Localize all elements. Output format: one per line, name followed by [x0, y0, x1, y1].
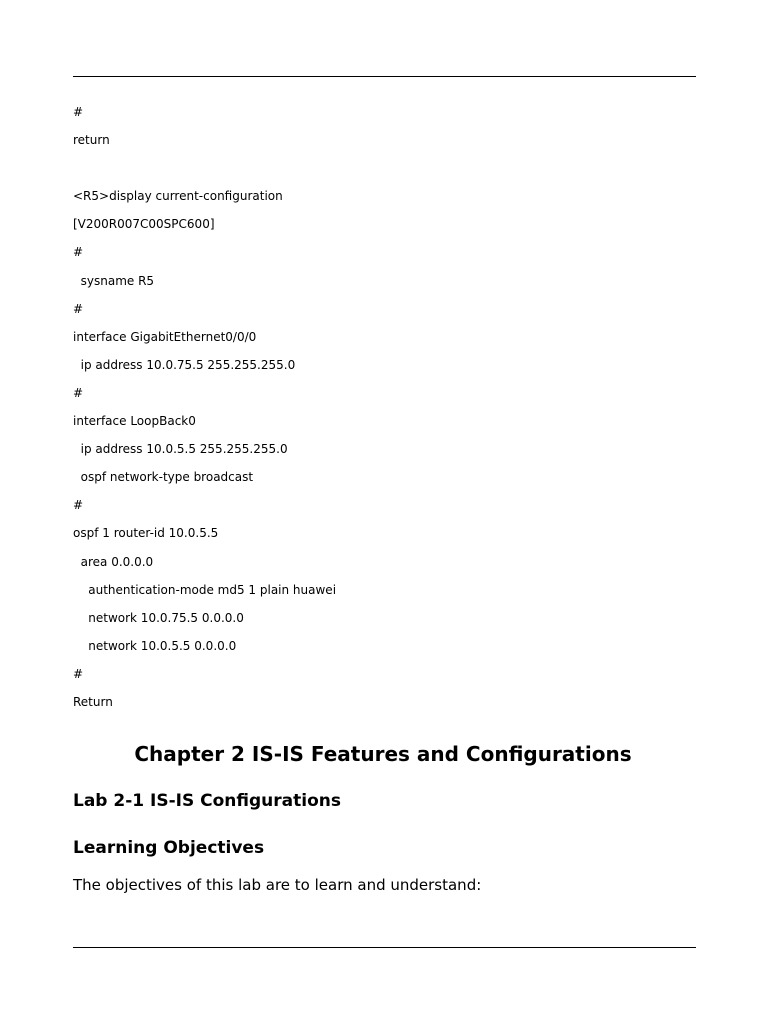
- config-line: #: [73, 666, 84, 681]
- config-line: #: [73, 245, 84, 260]
- config-line: network 10.0.5.5 0.0.0.0: [73, 638, 237, 653]
- config-line: network 10.0.75.5 0.0.0.0: [73, 610, 244, 625]
- header-rule: [73, 76, 696, 77]
- config-line: ospf network-type broadcast: [73, 470, 254, 485]
- config-line: ip address 10.0.5.5 255.255.255.0: [73, 442, 288, 457]
- config-line: [V200R007C00SPC600]: [73, 217, 215, 232]
- config-line: ospf 1 router-id 10.0.5.5: [73, 526, 219, 541]
- lab-title: Lab 2-1 IS-IS Configurations: [73, 791, 341, 811]
- config-line: interface LoopBack0: [73, 414, 196, 429]
- chapter-title: Chapter 2 IS-IS Features and Configurations: [134, 742, 632, 766]
- config-line: #: [73, 498, 84, 513]
- config-line: return: [73, 133, 110, 148]
- section-title: Learning Objectives: [73, 838, 265, 858]
- config-line: sysname R5: [73, 273, 155, 288]
- config-line: authentication-mode md5 1 plain huawei: [73, 582, 337, 597]
- config-listing: [73, 102, 696, 720]
- config-line: #: [73, 301, 84, 316]
- config-line: #: [73, 385, 84, 400]
- config-line: area 0.0.0.0: [73, 554, 154, 569]
- config-line: interface GigabitEthernet0/0/0: [73, 329, 257, 344]
- config-line: #: [73, 105, 84, 119]
- config-line: Return: [73, 694, 113, 709]
- config-line: <R5>display current-configuration: [73, 189, 283, 204]
- config-line: ip address 10.0.75.5 255.255.255.0: [73, 357, 296, 372]
- config-line: [73, 158, 696, 186]
- intro-paragraph: The objectives of this lab are to learn and understand:: [73, 876, 482, 894]
- footer-rule: [73, 947, 696, 948]
